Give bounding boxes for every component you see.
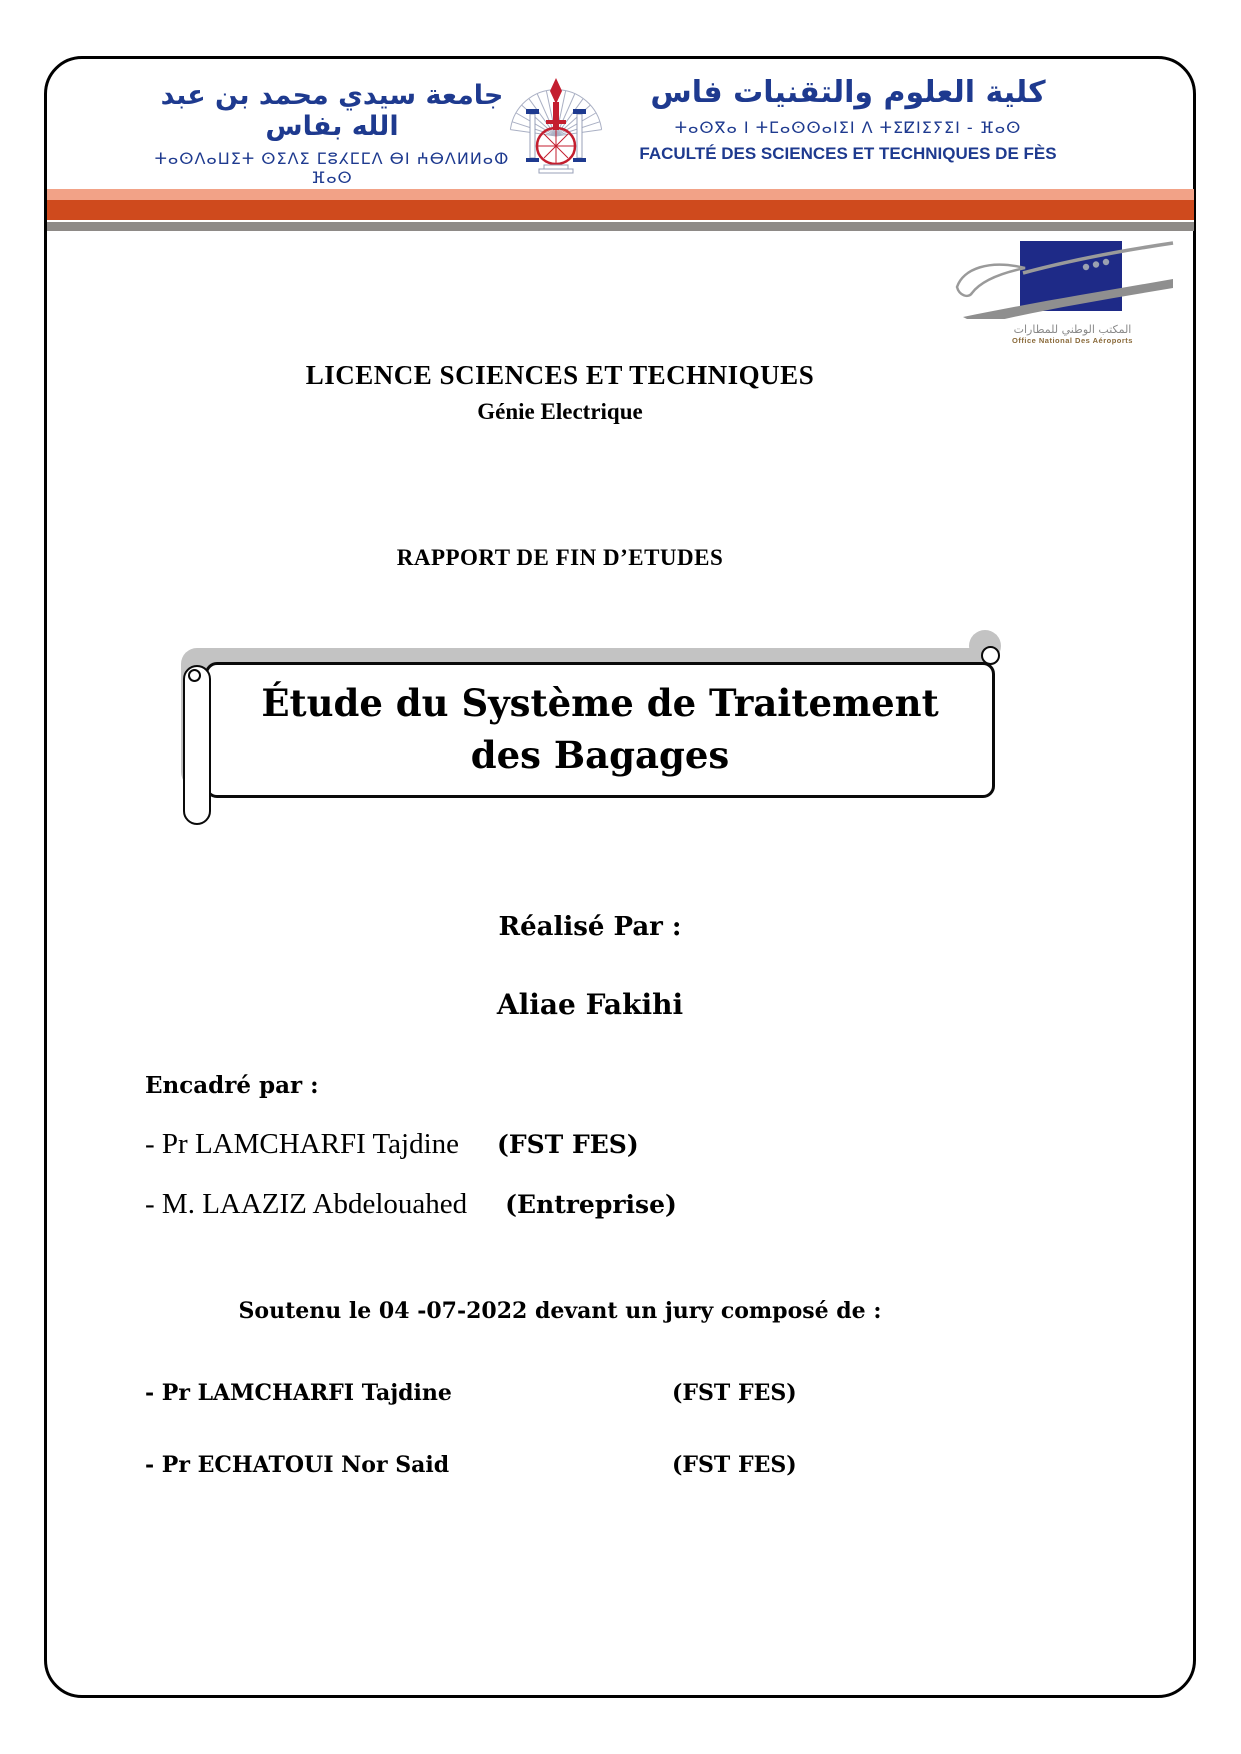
jury-row	[145, 1452, 1045, 1478]
university-emblem-icon	[506, 62, 606, 180]
report-title-line1: Étude du Système de Traitement	[261, 681, 939, 726]
faculty-name-tifinagh: ⵜⴰⵙⴳⴰ ⵏ ⵜⵎⴰⵙⵙⴰⵏⵉⵏ ⴷ ⵜⵉⵇⵏⵉⵢⵉⵏ - ⴼⴰⵙ	[674, 117, 1022, 137]
faculty-name-arabic: كلية العلوم والتقنيات فاس	[650, 75, 1046, 110]
onda-name-french: Office National Des Aéroports	[1012, 336, 1133, 346]
jury-member-affiliation: (FST FES)	[672, 1380, 797, 1406]
realise-par-label: Réalisé Par :	[498, 912, 682, 942]
divider-salmon-stripe	[47, 189, 1194, 200]
onda-name-arabic: المكتب الوطني للمطارات	[1013, 323, 1132, 336]
university-name-tifinagh: ⵜⴰⵙⴷⴰⵡⵉⵜ ⵙⵉⴷⵉ ⵎⵓⵃⵎⵎⴷ ⴱⵏ ⵄⴱⴷⵍⵍⴰⵀ ⴼⴰⵙ	[154, 149, 510, 188]
defense-date-line: Soutenu le 04 -07-2022 devant un jury composé de :	[238, 1298, 882, 1324]
program-specialty: Génie Electrique	[477, 399, 643, 424]
program-block	[120, 360, 1000, 425]
divider-gray-stripe	[47, 222, 1194, 231]
banner-panel	[205, 662, 995, 798]
university-name-arabic: جامعة سيدي محمد بن عبد الله بفاس	[160, 80, 504, 143]
author-name: Aliae Fakihi	[496, 988, 684, 1021]
supervisor-affiliation: (FST FES)	[497, 1130, 639, 1159]
jury-member-affiliation: (FST FES)	[672, 1452, 797, 1478]
onda-airplane-icon	[935, 235, 1175, 319]
encadre-par-label: Encadré par :	[145, 1072, 319, 1099]
banner-left-scroll-eye-icon	[188, 669, 201, 682]
divider-orange-stripe	[47, 200, 1194, 220]
jury-member-name: - Pr ECHATOUI Nor Said	[145, 1452, 450, 1478]
report-type: RAPPORT DE FIN D’ETUDES	[396, 545, 724, 570]
supervisor-name: - M. LAAZIZ Abdelouahed	[145, 1188, 468, 1220]
banner-right-curl-icon	[981, 646, 1000, 665]
jury-member-name: - Pr LAMCHARFI Tajdine	[145, 1380, 452, 1406]
supervisor-affiliation: (Entreprise)	[505, 1190, 677, 1219]
title-banner	[175, 620, 1020, 835]
supervisor-name: - Pr LAMCHARFI Tajdine	[145, 1128, 460, 1160]
program-name: LICENCE SCIENCES ET TECHNIQUES	[305, 360, 815, 390]
tricolor-divider	[47, 189, 1194, 231]
faculty-block	[608, 76, 1088, 164]
report-title-line2: des Bagages	[470, 733, 730, 777]
supervisor-row	[145, 1128, 639, 1161]
onda-logo	[935, 235, 1175, 345]
supervisor-row	[145, 1188, 677, 1221]
banner-left-scroll-icon	[183, 665, 211, 825]
jury-row	[145, 1380, 1045, 1406]
faculty-name-french: FACULTÉ DES SCIENCES ET TECHNIQUES DE FÈS	[639, 143, 1057, 163]
